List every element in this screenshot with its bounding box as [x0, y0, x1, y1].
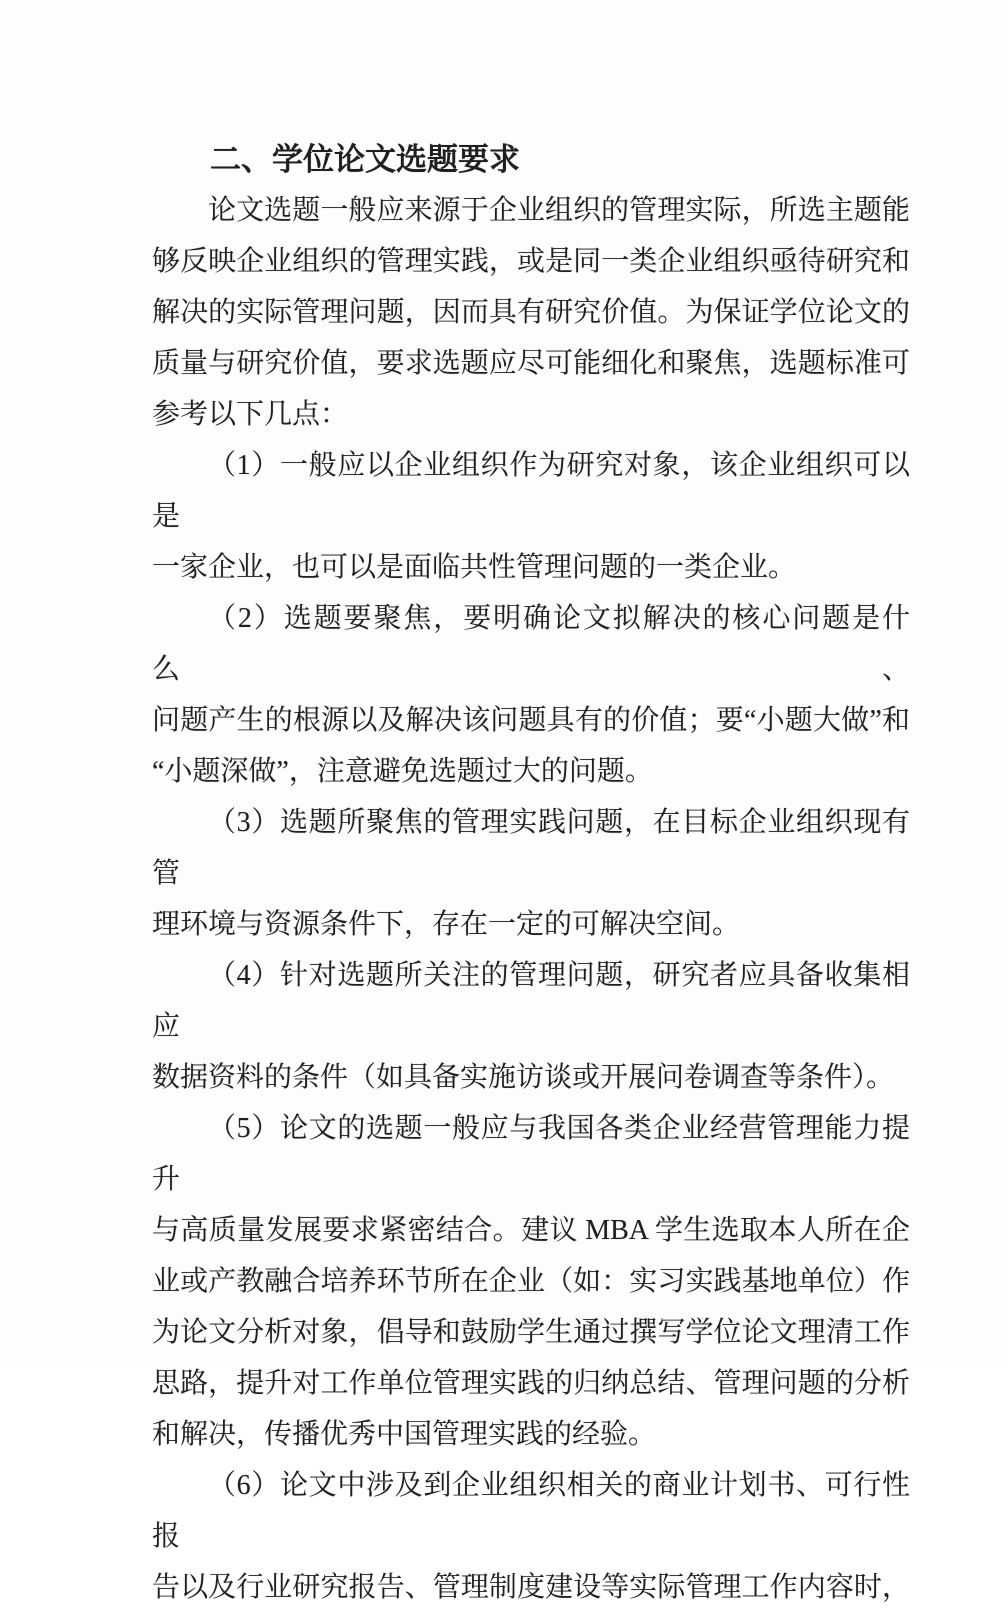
paragraph: [152, 1103, 910, 1460]
text-line: （3）选题所聚焦的管理实践问题，在目标企业组织现有管: [152, 807, 910, 889]
text-line: （4）针对选题所关注的管理问题，研究者应具备收集相应: [152, 960, 910, 1042]
section-heading: 二、学位论文选题要求: [210, 142, 520, 177]
text-line: （2）选题要聚焦，要明确论文拟解决的核心问题是什么、: [152, 603, 910, 685]
text-line: 思路，提升对工作单位管理实践的归纳总结、管理问题的分析: [152, 1368, 910, 1399]
text-line: “小题深做”，注意避免选题过大的问题。: [152, 756, 653, 787]
text-line: 与高质量发展要求紧密结合。建议 MBA 学生选取本人所在企: [152, 1215, 910, 1246]
paragraph: [152, 1460, 910, 1613]
text-line: 和解决，传播优秀中国管理实践的经验。: [152, 1419, 657, 1450]
text-line: 一家企业，也可以是面临共性管理问题的一类企业。: [152, 552, 797, 583]
text-line: 解决的实际管理问题，因而具有研究价值。为保证学位论文的: [152, 297, 910, 328]
text-line: 理环境与资源条件下，存在一定的可解决空间。: [152, 909, 741, 940]
paragraph: [152, 950, 910, 1103]
paragraph: [152, 593, 910, 797]
text-line: （5）论文的选题一般应与我国各类企业经营管理能力提升: [152, 1113, 910, 1195]
text-line: 论文选题一般应来源于企业组织的管理实际，所选主题能: [208, 195, 910, 226]
paragraph: [152, 185, 910, 440]
text-line: 告以及行业研究报告、管理制度建设等实际管理工作内容时，: [152, 1572, 910, 1603]
text-line: 质量与研究价值，要求选题应尽可能细化和聚焦，选题标准可: [152, 348, 910, 379]
text-line: 问题产生的根源以及解决该问题具有的价值；要“小题大做”和: [152, 705, 910, 736]
text-line: 业或产教融合培养环节所在企业（如：实习实践基地单位）作: [152, 1266, 910, 1297]
text-line: 够反映企业组织的管理实践，或是同一类企业组织亟待研究和: [152, 246, 910, 277]
text-line: 数据资料的条件（如具备实施访谈或开展问卷调查等条件）。: [152, 1062, 895, 1093]
text-line: 参考以下几点：: [152, 399, 349, 430]
text-line: （6）论文中涉及到企业组织相关的商业计划书、可行性报: [152, 1470, 910, 1552]
document-body: [152, 185, 910, 1613]
text-line: （1）一般应以企业组织作为研究对象，该企业组织可以是: [152, 450, 910, 532]
paragraph: [152, 797, 910, 950]
text-line: 为论文分析对象，倡导和鼓励学生通过撰写学位论文理清工作: [152, 1317, 910, 1348]
paragraph: [152, 440, 910, 593]
document-content: [152, 134, 910, 1613]
